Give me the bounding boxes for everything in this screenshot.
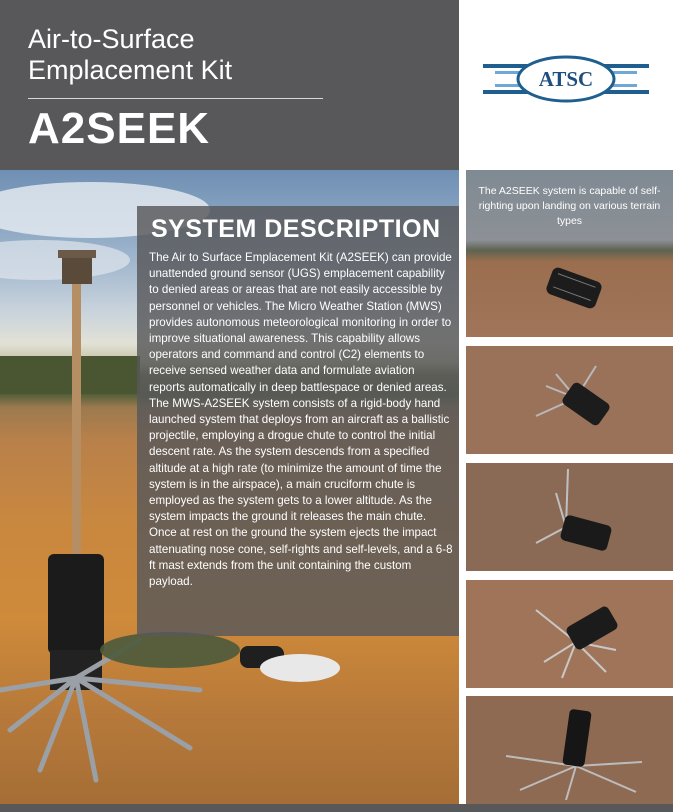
- terrain-photo-1: [466, 170, 673, 337]
- system-description-panel: [137, 206, 459, 636]
- atsc-logo: [481, 44, 651, 114]
- photo-caption: The A2SEEK system is capable of self-righting upon landing on various terrain types: [478, 185, 661, 227]
- section-title: SYSTEM DESCRIPTION: [151, 215, 441, 243]
- weather-sensor: [62, 254, 92, 284]
- canister: [48, 554, 104, 654]
- photo-sidebar: [459, 170, 673, 812]
- document-subtitle: Air-to-Surface Emplacement Kit: [28, 24, 233, 85]
- document-title: A2SEEK: [28, 104, 211, 153]
- mast: [72, 278, 81, 558]
- logo-text: ATSC: [538, 67, 594, 91]
- footer-bar: [0, 804, 673, 812]
- header-banner: [0, 0, 459, 170]
- terrain-photo-5: [466, 696, 673, 804]
- terrain-photo-3: [466, 463, 673, 571]
- header-divider: [28, 98, 323, 99]
- logo-panel: [459, 0, 673, 170]
- section-body: The Air to Surface Emplacement Kit (A2SEEK) can provide unattended ground sensor (UGS) emplacement capability to denied areas or areas that are not easily accessible by personnel or vehicles. The Micro Weather Station (MWS) provides autonomous meteorological monitoring in order to improve situational awareness. This capability allows operators and command and control (C2) elements to receive sensed weather data and formulate aviation reports automatically in deep battlespace or denied areas. The MWS-A2SEEK system consists of a rigid-body hand launched system that deploys from an aircraft as a ballistic projectile, employing a drogue chute to control the initial descent rate. As the system descends from a specified altitude at a high rate (to minimize the amount of time the system is in the airspace), a main cruciform chute is employed as the system gets to a lower altitude. As the system impacts the ground it releases the main chute. Once at rest on the ground the system ejects the impact attenuating nose cone, self-rights and self-levels, and a 6-8 ft mast extends from the unit containing the custom payload.: [149, 251, 453, 589]
- terrain-photo-4: [466, 580, 673, 688]
- terrain-photo-2: [466, 346, 673, 454]
